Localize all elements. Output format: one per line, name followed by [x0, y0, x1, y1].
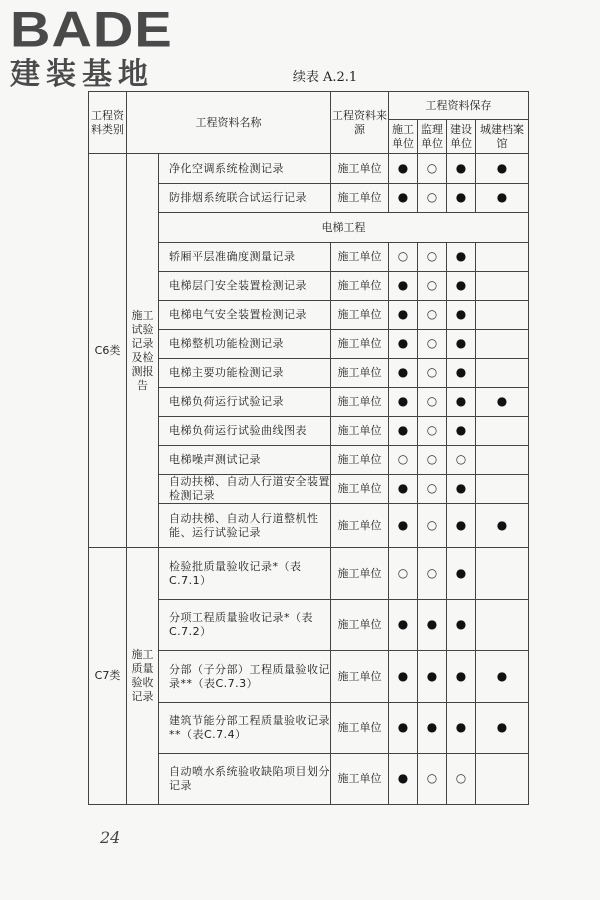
category-c7: C7类	[89, 548, 127, 805]
storage-cell	[418, 651, 447, 703]
hollow-circle-icon: ○	[397, 565, 409, 580]
record-source: 施工单位	[331, 548, 389, 600]
logo-word: BADE	[10, 0, 173, 58]
logo-subtitle: 建装基地	[10, 57, 154, 92]
filled-circle-icon: ●	[426, 720, 438, 734]
filled-circle-icon: ●	[455, 517, 467, 532]
storage-cell	[389, 359, 418, 388]
storage-cell	[476, 600, 529, 651]
filled-circle-icon: ●	[455, 394, 467, 408]
hollow-circle-icon: ○	[426, 517, 438, 532]
storage-cell	[447, 504, 476, 548]
storage-cell	[447, 600, 476, 651]
filled-circle-icon: ●	[496, 668, 508, 683]
record-source: 施工单位	[331, 272, 389, 301]
hollow-circle-icon: ○	[397, 452, 409, 466]
storage-cell	[447, 272, 476, 301]
hollow-circle-icon: ○	[426, 565, 438, 580]
storage-cell	[476, 446, 529, 475]
storage-cell	[418, 600, 447, 651]
filled-circle-icon: ●	[455, 423, 467, 437]
storage-cell	[418, 504, 447, 548]
header-col-archive: 城建档案馆	[476, 120, 529, 154]
storage-cell	[476, 243, 529, 272]
hollow-circle-icon: ○	[426, 771, 438, 785]
storage-cell	[476, 184, 529, 213]
storage-cell	[476, 301, 529, 330]
record-name: 电梯整机功能检测记录	[159, 330, 331, 359]
header-storage: 工程资料保存	[389, 92, 529, 120]
record-name: 分项工程质量验收记录*（表C.7.2）	[159, 600, 331, 651]
filled-circle-icon: ●	[496, 720, 508, 734]
storage-cell	[418, 446, 447, 475]
table-row	[89, 548, 529, 600]
storage-cell	[389, 600, 418, 651]
record-name: 分部（子分部）工程质量验收记录**（表C.7.3）	[159, 651, 331, 703]
filled-circle-icon: ●	[455, 481, 467, 495]
storage-cell	[476, 154, 529, 184]
section-title: 电梯工程	[159, 213, 529, 243]
record-source: 施工单位	[331, 388, 389, 417]
filled-circle-icon: ●	[397, 771, 409, 785]
storage-cell	[476, 359, 529, 388]
records-table	[88, 91, 529, 805]
hollow-circle-icon: ○	[426, 307, 438, 321]
record-name: 自动扶梯、自动人行道安全装置检测记录	[159, 475, 331, 504]
storage-cell	[476, 475, 529, 504]
record-source: 施工单位	[331, 417, 389, 446]
record-source: 施工单位	[331, 446, 389, 475]
filled-circle-icon: ●	[455, 720, 467, 734]
filled-circle-icon: ●	[426, 668, 438, 683]
storage-cell	[418, 475, 447, 504]
filled-circle-icon: ●	[397, 307, 409, 321]
table-row	[89, 154, 529, 184]
filled-circle-icon: ●	[496, 394, 508, 408]
record-name: 电梯负荷运行试验曲线图表	[159, 417, 331, 446]
record-source: 施工单位	[331, 475, 389, 504]
record-name: 自动喷水系统验收缺陷项目划分记录	[159, 754, 331, 805]
storage-cell	[447, 243, 476, 272]
hollow-circle-icon: ○	[426, 190, 438, 204]
storage-cell	[418, 184, 447, 213]
storage-cell	[476, 754, 529, 805]
storage-cell	[447, 446, 476, 475]
filled-circle-icon: ●	[496, 517, 508, 532]
header-category: 工程资料类别	[89, 92, 127, 154]
storage-cell	[418, 272, 447, 301]
filled-circle-icon: ●	[455, 565, 467, 580]
subcategory-c7: 施工质量验收记录	[127, 548, 159, 805]
storage-cell	[389, 417, 418, 446]
header-source: 工程资料来源	[331, 92, 389, 154]
record-source: 施工单位	[331, 600, 389, 651]
page-number: 24	[100, 828, 121, 847]
record-name: 电梯噪声测试记录	[159, 446, 331, 475]
subcategory-c6: 施工试验记录及检测报告	[127, 154, 159, 548]
storage-cell	[447, 154, 476, 184]
hollow-circle-icon: ○	[426, 452, 438, 466]
filled-circle-icon: ●	[455, 365, 467, 379]
header-col-owner: 建设单位	[447, 120, 476, 154]
filled-circle-icon: ●	[397, 190, 409, 204]
storage-cell	[447, 548, 476, 600]
filled-circle-icon: ●	[397, 160, 409, 175]
hollow-circle-icon: ○	[426, 160, 438, 175]
record-name: 电梯主要功能检测记录	[159, 359, 331, 388]
record-name: 防排烟系统联合试运行记录	[159, 184, 331, 213]
storage-cell	[418, 330, 447, 359]
hollow-circle-icon: ○	[455, 771, 467, 785]
filled-circle-icon: ●	[455, 668, 467, 683]
storage-cell	[389, 243, 418, 272]
storage-cell	[447, 184, 476, 213]
filled-circle-icon: ●	[455, 278, 467, 292]
record-source: 施工单位	[331, 184, 389, 213]
storage-cell	[418, 754, 447, 805]
storage-cell	[389, 651, 418, 703]
hollow-circle-icon: ○	[426, 394, 438, 408]
filled-circle-icon: ●	[397, 617, 409, 631]
header-col-construction: 施工单位	[389, 120, 418, 154]
logo	[10, 0, 180, 94]
hollow-circle-icon: ○	[426, 249, 438, 263]
storage-cell	[447, 417, 476, 446]
filled-circle-icon: ●	[397, 423, 409, 437]
filled-circle-icon: ●	[397, 336, 409, 350]
filled-circle-icon: ●	[397, 481, 409, 495]
storage-cell	[447, 359, 476, 388]
record-name: 净化空调系统检测记录	[159, 154, 331, 184]
filled-circle-icon: ●	[426, 617, 438, 631]
record-name: 电梯负荷运行试验记录	[159, 388, 331, 417]
storage-cell	[389, 548, 418, 600]
hollow-circle-icon: ○	[426, 365, 438, 379]
hollow-circle-icon: ○	[426, 481, 438, 495]
filled-circle-icon: ●	[455, 160, 467, 175]
record-name: 电梯电气安全装置检测记录	[159, 301, 331, 330]
storage-cell	[418, 548, 447, 600]
record-source: 施工单位	[331, 703, 389, 754]
header-name: 工程资料名称	[127, 92, 331, 154]
record-name: 检验批质量验收记录*（表C.7.1）	[159, 548, 331, 600]
hollow-circle-icon: ○	[426, 423, 438, 437]
record-source: 施工单位	[331, 359, 389, 388]
storage-cell	[418, 154, 447, 184]
filled-circle-icon: ●	[397, 278, 409, 292]
filled-circle-icon: ●	[397, 517, 409, 532]
storage-cell	[447, 475, 476, 504]
filled-circle-icon: ●	[397, 720, 409, 734]
storage-cell	[389, 301, 418, 330]
record-source: 施工单位	[331, 154, 389, 184]
storage-cell	[447, 703, 476, 754]
storage-cell	[389, 154, 418, 184]
category-c6: C6类	[89, 154, 127, 548]
storage-cell	[476, 504, 529, 548]
storage-cell	[389, 754, 418, 805]
storage-cell	[476, 272, 529, 301]
filled-circle-icon: ●	[455, 190, 467, 204]
record-source: 施工单位	[331, 504, 389, 548]
record-source: 施工单位	[331, 754, 389, 805]
storage-cell	[418, 359, 447, 388]
storage-cell	[447, 388, 476, 417]
record-source: 施工单位	[331, 330, 389, 359]
header-col-supervision: 监理单位	[418, 120, 447, 154]
storage-cell	[418, 301, 447, 330]
storage-cell	[389, 330, 418, 359]
hollow-circle-icon: ○	[426, 336, 438, 350]
storage-cell	[389, 272, 418, 301]
filled-circle-icon: ●	[397, 394, 409, 408]
hollow-circle-icon: ○	[455, 452, 467, 466]
filled-circle-icon: ●	[397, 668, 409, 683]
storage-cell	[389, 475, 418, 504]
filled-circle-icon: ●	[455, 307, 467, 321]
filled-circle-icon: ●	[496, 160, 508, 175]
storage-cell	[389, 446, 418, 475]
filled-circle-icon: ●	[397, 365, 409, 379]
storage-cell	[476, 417, 529, 446]
filled-circle-icon: ●	[455, 249, 467, 263]
record-name: 电梯层门安全装置检测记录	[159, 272, 331, 301]
hollow-circle-icon: ○	[426, 278, 438, 292]
storage-cell	[476, 703, 529, 754]
record-source: 施工单位	[331, 243, 389, 272]
storage-cell	[447, 330, 476, 359]
storage-cell	[476, 651, 529, 703]
storage-cell	[476, 330, 529, 359]
storage-cell	[389, 388, 418, 417]
storage-cell	[447, 301, 476, 330]
filled-circle-icon: ●	[455, 336, 467, 350]
storage-cell	[389, 184, 418, 213]
header-row	[89, 92, 529, 120]
hollow-circle-icon: ○	[397, 249, 409, 263]
record-name: 自动扶梯、自动人行道整机性能、运行试验记录	[159, 504, 331, 548]
storage-cell	[389, 504, 418, 548]
storage-cell	[447, 651, 476, 703]
storage-cell	[418, 703, 447, 754]
table-caption: 续表 A.2.1	[292, 70, 358, 85]
storage-cell	[476, 388, 529, 417]
storage-cell	[476, 548, 529, 600]
record-source: 施工单位	[331, 301, 389, 330]
record-name: 轿厢平层准确度测量记录	[159, 243, 331, 272]
storage-cell	[389, 703, 418, 754]
filled-circle-icon: ●	[496, 190, 508, 204]
storage-cell	[447, 754, 476, 805]
record-name: 建筑节能分部工程质量验收记录**（表C.7.4）	[159, 703, 331, 754]
filled-circle-icon: ●	[455, 617, 467, 631]
storage-cell	[418, 417, 447, 446]
storage-cell	[418, 388, 447, 417]
record-source: 施工单位	[331, 651, 389, 703]
storage-cell	[418, 243, 447, 272]
